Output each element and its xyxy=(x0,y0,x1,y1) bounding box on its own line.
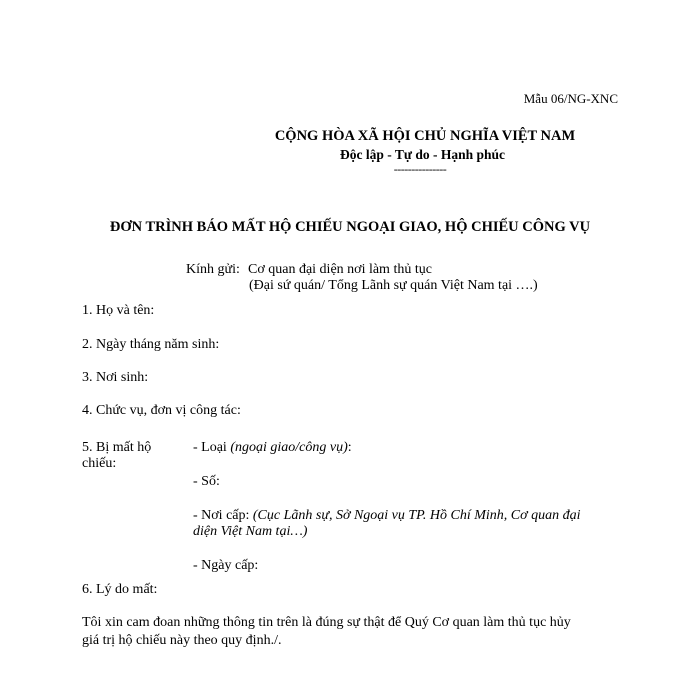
passport-type-prefix: - Loại xyxy=(193,440,231,455)
document-title: ĐƠN TRÌNH BÁO MẤT HỘ CHIẾU NGOẠI GIAO, HỘ CHIẾU CÔNG VỤ xyxy=(109,219,591,235)
passport-issue-date: - Ngày cấp: xyxy=(193,558,259,573)
form-code: Mẫu 06/NG-XNC xyxy=(523,91,618,106)
passport-issuer xyxy=(193,508,581,524)
passport-type-hint: (ngoại giao/công vụ) xyxy=(230,440,348,455)
field-date-of-birth: 2. Ngày tháng năm sinh: xyxy=(82,337,220,352)
field-place-of-birth: 3. Nơi sinh: xyxy=(82,370,149,385)
field-full-name: 1. Họ và tên: xyxy=(82,303,155,318)
declaration-line-1: Tôi xin cam đoan những thông tin trên là đúng sự thật để Quý Cơ quan làm thủ tục hủy xyxy=(82,615,571,630)
nation-heading: CỘNG HÒA XÃ HỘI CHỦ NGHĨA VIỆT NAM xyxy=(274,128,576,144)
field-position: 4. Chức vụ, đơn vị công tác: xyxy=(82,403,241,418)
passport-issuer-line-2 xyxy=(193,524,307,540)
recipient-line-2: (Đại sứ quán/ Tổng Lãnh sự quán Việt Nam tại ….) xyxy=(249,278,538,293)
passport-issuer-hint-1: (Cục Lãnh sự, Sở Ngoại vụ TP. Hồ Chí Minh, Cơ quan đại xyxy=(252,508,581,523)
passport-type xyxy=(193,440,352,456)
field-lost-passport-line-2: chiếu: xyxy=(82,456,117,471)
passport-number: - Số: xyxy=(193,474,220,489)
recipient-line-1: Cơ quan đại diện nơi làm thủ tục xyxy=(248,262,432,277)
field-reason: 6. Lý do mất: xyxy=(82,582,158,597)
declaration-line-2: giá trị hộ chiếu này theo quy định./. xyxy=(82,633,282,648)
field-lost-passport-line-1: 5. Bị mất hộ xyxy=(82,440,152,455)
passport-issuer-hint-2: diện Việt Nam tại…) xyxy=(193,524,308,539)
passport-type-suffix: : xyxy=(347,440,352,455)
recipient-label: Kính gửi: xyxy=(186,262,240,277)
header-divider: --------------- xyxy=(393,162,447,176)
national-motto: Độc lập - Tự do - Hạnh phúc xyxy=(339,147,506,162)
passport-issuer-prefix: - Nơi cấp: xyxy=(193,508,253,523)
